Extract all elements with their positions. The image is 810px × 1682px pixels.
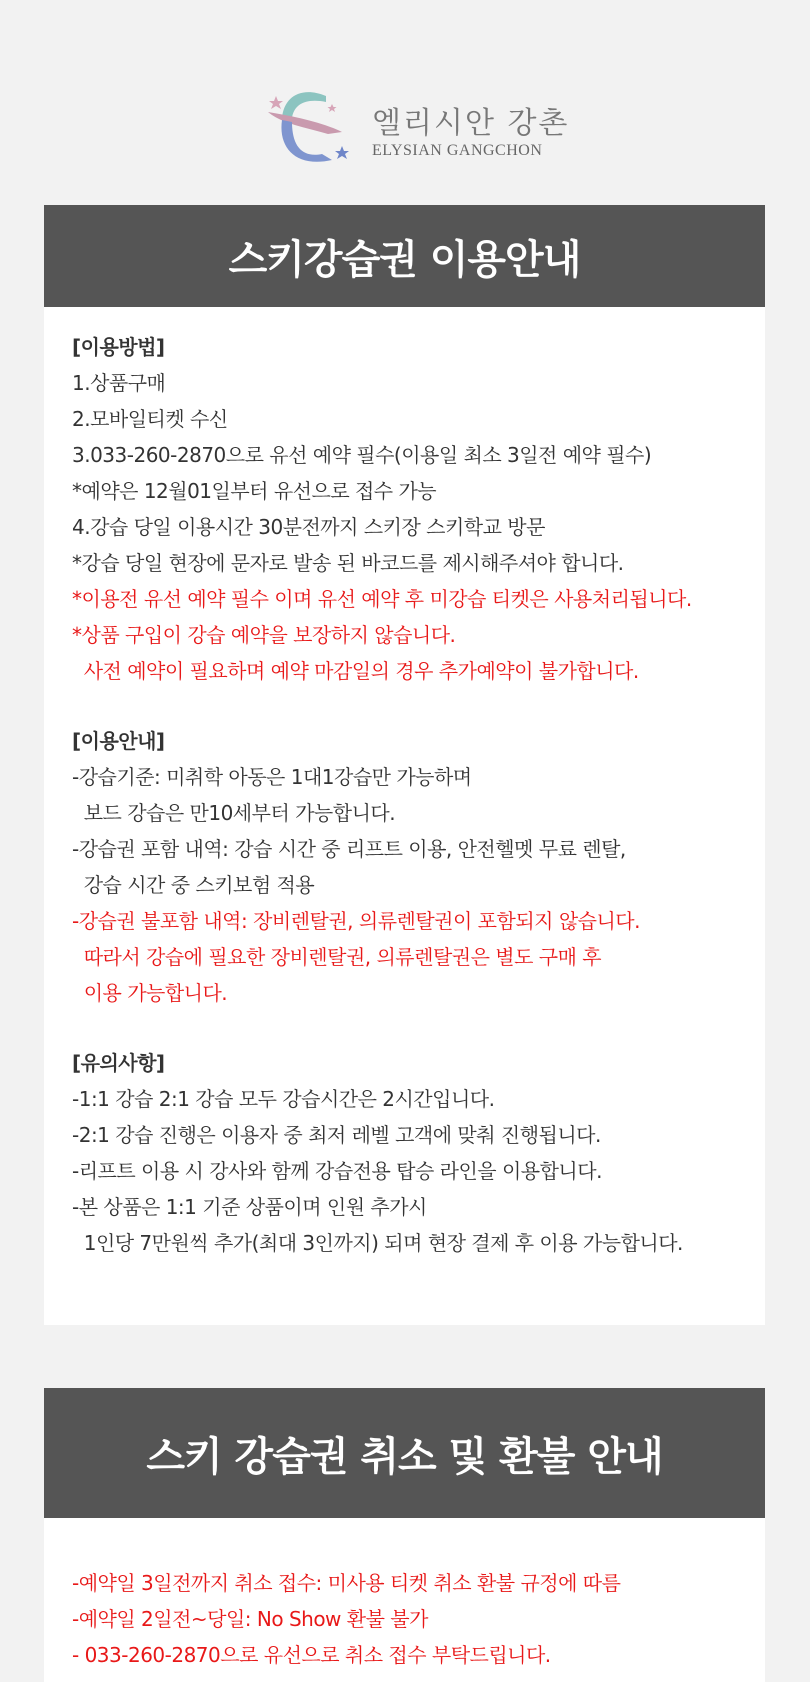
section-title-usage-guide: 스키강습권 이용안내 [44,205,765,307]
info-line: - 033-260-2870으로 유선으로 취소 접수 부탁드립니다. [72,1643,551,1667]
spacer [72,1011,765,1045]
info-line: 이용 가능합니다. [72,981,228,1005]
info-line: 강습 시간 중 스키보험 적용 [72,873,315,897]
info-line: *예약은 12월01일부터 유선으로 접수 가능 [72,479,437,503]
info-line: 4.강습 당일 이용시간 30분전까지 스키장 스키학교 방문 [72,515,545,539]
section-subheading: [유의사항] [72,1051,165,1075]
logo-korean-text: 엘리시안 강촌 [372,106,570,141]
info-line: 2.모바일티켓 수신 [72,407,228,431]
info-line: 1인당 7만원씩 추가(최대 3인까지) 되며 현장 결제 후 이용 가능합니다. [72,1231,683,1255]
logo-emblem-icon [262,88,372,170]
info-line: -강습권 포함 내역: 강습 시간 중 리프트 이용, 안전헬멧 무료 렌탈, [72,837,626,861]
elysian-gangchon-logo [262,88,570,170]
info-line: -2:1 강습 진행은 이용자 중 최저 레벨 고객에 맞춰 진행됩니다. [72,1123,601,1147]
info-line: *강습 당일 현장에 문자로 발송 된 바코드를 제시해주셔야 합니다. [72,551,624,575]
cancel-refund-content [44,1518,765,1682]
info-line: 사전 예약이 필요하며 예약 마감일의 경우 추가예약이 불가합니다. [72,659,639,683]
info-line: -본 상품은 1:1 기준 상품이며 인원 추가시 [72,1195,427,1219]
info-line: 1.상품구매 [72,371,166,395]
logo-english-text: ELYSIAN GANGCHON [372,142,543,159]
info-line: -예약일 2일전~당일: No Show 환불 불가 [72,1607,428,1631]
info-line: *이용전 유선 예약 필수 이며 유선 예약 후 미강습 티켓은 사용처리됩니다. [72,587,692,611]
section-subheading: [이용방법] [72,335,165,359]
info-line: -1:1 강습 2:1 강습 모두 강습시간은 2시간입니다. [72,1087,495,1111]
info-line: -강습권 불포함 내역: 장비렌탈권, 의류렌탈권이 포함되지 않습니다. [72,909,640,933]
spacer [72,689,765,723]
info-line: -강습기준: 미취학 아동은 1대1강습만 가능하며 [72,765,472,789]
info-line: -리프트 이용 시 강사와 함께 강습전용 탑승 라인을 이용합니다. [72,1159,602,1183]
section-subheading: [이용안내] [72,729,165,753]
usage-guide-content [44,307,765,1325]
info-line: -예약일 3일전까지 취소 접수: 미사용 티켓 취소 환불 규정에 따름 [72,1571,621,1595]
section-title-cancel-refund: 스키 강습권 취소 및 환불 안내 [44,1388,765,1518]
info-line: 보드 강습은 만10세부터 가능합니다. [72,801,396,825]
info-line: 따라서 강습에 필요한 장비렌탈권, 의류렌탈권은 별도 구매 후 [72,945,602,969]
info-line: 3.033-260-2870으로 유선 예약 필수(이용일 최소 3일전 예약 필수) [72,443,652,467]
info-line: *상품 구입이 강습 예약을 보장하지 않습니다. [72,623,456,647]
